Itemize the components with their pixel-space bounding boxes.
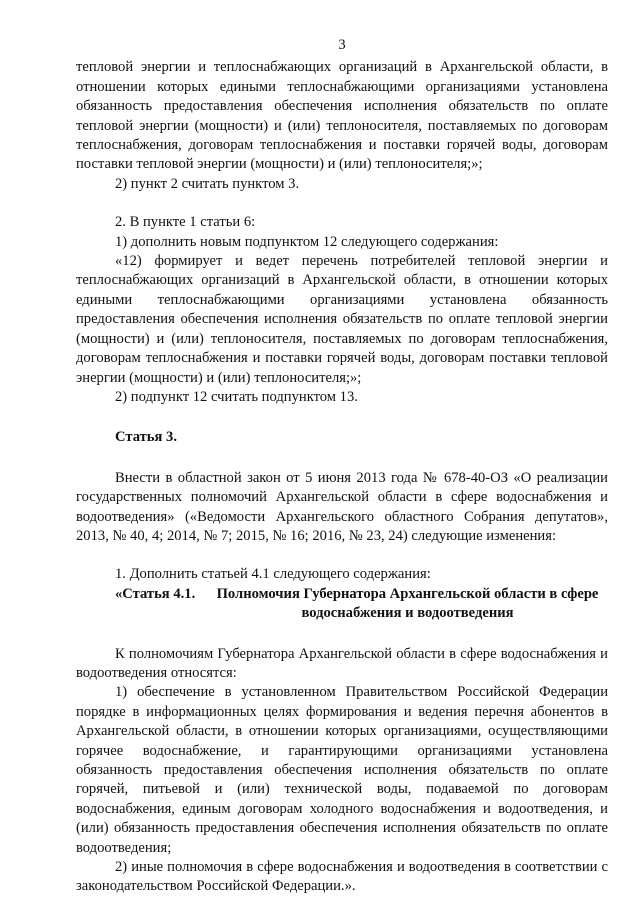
paragraph-add-subitem-12: 1) дополнить новым подпунктом 12 следующего содержания: xyxy=(115,233,499,250)
paragraph-subitem-12-text: «12) формирует и ведет перечень потребителей тепловой энергии и теплоснабжающих организаций в Архангельской области, в отношении которых едиными теплоснабжающими организациями установлена обязанность предоставления обеспечения исполнения обязательств по оплате тепловой энергии (мощности) и (или) теплоносителя, поставляемых по договорам теплоснабжения, договорам теплоснабжения и поставки горячей воды, договорам поставки тепловой энергии (мощности) и (или) теплоносителя;»; xyxy=(76,253,608,386)
article-heading: Статья 3. xyxy=(115,429,177,446)
subarticle-number: «Статья 4.1. xyxy=(115,585,196,602)
spacer xyxy=(76,546,608,565)
subarticle-title: Полномочия Губернатора Архангельской области в сфере водоснабжения и водоотведения xyxy=(216,585,599,622)
spacer xyxy=(76,448,608,469)
spacer xyxy=(76,194,608,213)
paragraph-continuation: тепловой энергии и теплоснабжающих организаций в Архангельской области, в отношении которых едиными теплоснабжающими организациями установлена обязанность предоставления обеспечения исполнения обязательств по оплате тепловой энергии (мощности) и (или) теплоносителя, поставляемых по договорам теплоснабжения, договорам теплоснабжения и поставки горячей воды, договорам поставки тепловой энергии (мощности) и (или) теплоносителя;»; xyxy=(76,59,608,173)
paragraph-subitem-renumber: 2) подпункт 12 считать подпунктом 13. xyxy=(115,388,358,405)
subarticle-heading xyxy=(76,585,608,624)
paragraph-article6-intro: 2. В пункте 1 статьи 6: xyxy=(115,214,256,231)
paragraph-powers-intro: К полномочиям Губернатора Архангельской области в сфере водоснабжения и водоотведения относятся: xyxy=(76,645,608,681)
page-number: 3 xyxy=(338,37,346,53)
document-page xyxy=(76,36,608,897)
paragraph-power-1: 1) обеспечение в установленном Правительством Российской Федерации порядке в информационных целях формирования и ведения перечня абонентов в Архангельской области, в отношении которых организациями, осуществляющими горячее водоснабжение, и гарантирующими организациями установлена обязанность предоставления обеспечения исполнения обязательств по оплате горячей, питьевой и (или) технической воды, подаваемой по договорам водоснабжения, единым договорам холодного водоснабжения и водоотведения, и (или) обязанность предоставления обеспечения исполнения обязательств по оплате водоотведения; xyxy=(76,684,608,856)
paragraph-add-article-4-1: 1. Дополнить статьей 4.1 следующего содержания: xyxy=(115,566,431,583)
paragraph-amend-law: Внести в областной закон от 5 июня 2013 года № 678-40-ОЗ «О реализации государственных полномочий Архангельской области в сфере водоснабжения и водоотведения» («Ведомости Архангельского областного Собрания депутатов», 2013, № 40, 4; 2014, № 7; 2015, № 16; 2016, № 23, 24) следующие изменения: xyxy=(76,469,608,544)
spacer xyxy=(76,407,608,428)
paragraph-power-2: 2) иные полномочия в сфере водоснабжения и водоотведения в соответствии с законодательством Российской Федерации.». xyxy=(76,859,608,895)
spacer xyxy=(76,624,608,645)
paragraph-item-2-renumber: 2) пункт 2 считать пунктом 3. xyxy=(115,175,300,192)
